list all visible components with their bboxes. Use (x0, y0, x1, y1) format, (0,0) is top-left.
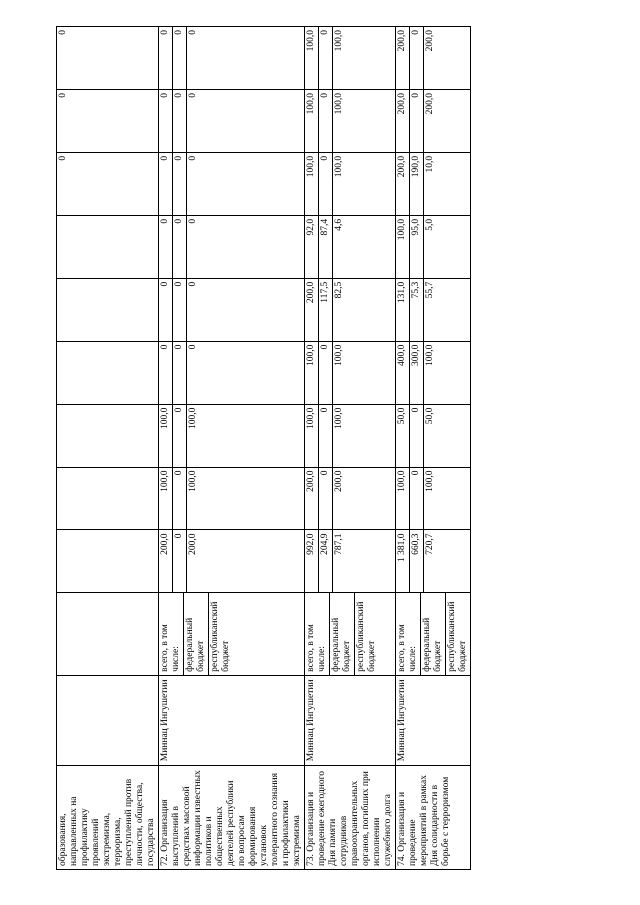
funding-label: всего, в том числе: (305, 593, 330, 674)
continued-value-cell (57, 278, 159, 341)
value: 0 (173, 216, 187, 278)
value: 0 (159, 90, 173, 152)
value: 4,6 (334, 218, 344, 231)
value-column (305, 530, 396, 593)
funding-label: республиканский бюджет (447, 601, 468, 672)
funding-label: всего, в том числе: (396, 593, 421, 674)
value: 0 (159, 27, 173, 89)
value-column (159, 341, 305, 404)
value-column (396, 152, 471, 215)
value-column (305, 89, 396, 152)
value: 0 (319, 153, 333, 215)
value-column (305, 27, 396, 90)
value: 0 (319, 90, 333, 152)
value: 0 (410, 468, 424, 530)
value: 660,3 (410, 530, 424, 592)
rotated-page (56, 26, 558, 870)
value-column (305, 152, 396, 215)
continued-value-cell (57, 467, 159, 530)
funding-label: всего, в том числе: (159, 593, 184, 674)
continued-value-cell (57, 530, 159, 593)
value: 200,0 (425, 30, 435, 52)
value: 0 (410, 405, 424, 467)
continued-executor-cell (57, 675, 159, 765)
value-column (396, 278, 471, 341)
value: 117,5 (319, 279, 333, 341)
continued-value-cell (57, 404, 159, 467)
value-column (396, 530, 471, 593)
value-column (159, 89, 305, 152)
value: 87,4 (319, 216, 333, 278)
value: 0 (188, 218, 198, 224)
value: 0 (173, 27, 187, 89)
value-column (159, 27, 305, 90)
funding-label: федеральный бюджет (421, 593, 446, 674)
value: 0 (188, 344, 198, 350)
value-column (396, 89, 471, 152)
value: 0 (58, 30, 68, 35)
value-column (396, 215, 471, 278)
value: 0 (159, 216, 173, 278)
continued-funding-cell (57, 593, 159, 675)
value: 100,0 (159, 405, 173, 467)
continued-measure-text: образования, направленных на профилактику проявлений экстремизма, терроризма, преступлений против личности, общества, государства (57, 765, 159, 869)
value: 100,0 (334, 407, 344, 429)
value: 100,0 (305, 342, 319, 404)
value: 100,0 (425, 470, 435, 492)
value-column (396, 27, 471, 90)
funding-sources (305, 593, 396, 675)
value-column (305, 467, 396, 530)
executor: Миннац Ингушетии (305, 675, 396, 765)
value: 100,0 (188, 407, 198, 429)
value: 200,0 (334, 470, 344, 492)
value-column (159, 467, 305, 530)
value: 0 (159, 153, 173, 215)
value: 0 (58, 92, 68, 98)
value: 200,0 (396, 90, 410, 152)
value: 75,3 (410, 279, 424, 341)
continued-value-cell (57, 27, 159, 90)
value: 0 (319, 27, 333, 89)
value: 0 (173, 342, 187, 404)
value: 200,0 (188, 533, 198, 555)
value: 720,7 (425, 533, 435, 555)
funding-sources (396, 593, 471, 675)
value: 400,0 (396, 342, 410, 404)
value: 0 (173, 153, 187, 215)
value-column (305, 341, 396, 404)
table-row (396, 27, 471, 870)
funding-label: республиканский бюджет (210, 601, 231, 672)
value: 100,0 (334, 92, 344, 115)
value: 100,0 (425, 344, 435, 367)
continued-value-cell (57, 89, 159, 152)
value: 0 (173, 530, 187, 592)
value: 82,5 (334, 281, 344, 299)
value: 787,1 (334, 533, 344, 555)
funding-sources (159, 593, 305, 675)
value: 50,0 (396, 405, 410, 467)
value: 0 (159, 342, 173, 404)
value: 200,0 (305, 279, 319, 341)
value: 0 (173, 90, 187, 152)
value: 200,0 (396, 153, 410, 215)
value: 200,0 (396, 27, 410, 89)
value: 100,0 (305, 27, 319, 89)
value: 300,0 (410, 342, 424, 404)
value-column (159, 278, 305, 341)
value: 131,0 (396, 279, 410, 341)
value: 0 (410, 90, 424, 152)
value: 100,0 (305, 153, 319, 215)
value: 0 (173, 468, 187, 530)
continued-value-cell (57, 215, 159, 278)
value: 0 (173, 279, 187, 341)
value: 55,7 (425, 281, 435, 299)
value-column (305, 404, 396, 467)
value-column (396, 404, 471, 467)
value: 100,0 (334, 30, 344, 52)
value: 0 (319, 468, 333, 530)
value: 0 (188, 92, 198, 98)
executor: Миннац Ингушетии (159, 675, 305, 765)
value: 100,0 (396, 216, 410, 278)
value-column (159, 152, 305, 215)
value: 100,0 (159, 468, 173, 530)
table-row (159, 27, 305, 870)
value: 200,0 (425, 92, 435, 115)
value: 100,0 (188, 470, 198, 492)
value: 50,0 (425, 407, 435, 425)
value: 100,0 (396, 468, 410, 530)
value-column (159, 404, 305, 467)
table-row (305, 27, 396, 870)
value: 200,0 (159, 530, 173, 592)
value: 0 (319, 405, 333, 467)
value-column (159, 215, 305, 278)
measure-text: 73. Организация и проведение ежегодного Дня памяти сотрудников правоохранительных органов, погибших при исполнении служебного долга (305, 765, 396, 869)
value-column (159, 530, 305, 593)
measure-text: 74. Организация и проведение мероприятий в рамках Дня солидарности в борьбе с терроризмом (396, 765, 471, 869)
funding-label: федеральный бюджет (330, 593, 355, 674)
value: 992,0 (305, 530, 319, 592)
measure-text: 72. Организация выступлений в средствах массовой информации известных политиков и общественных деятелей республики по вопросам формирования установок толерантного сознания и профилактики экстремизма (159, 765, 305, 869)
value: 1 381,0 (396, 530, 410, 592)
value: 92,0 (305, 216, 319, 278)
value: 100,0 (305, 90, 319, 152)
value: 95,0 (410, 216, 424, 278)
executor: Миннац Ингушетии (396, 675, 471, 765)
value: 0 (188, 281, 198, 287)
value: 0 (159, 279, 173, 341)
value: 0 (188, 155, 198, 161)
value: 5,0 (425, 218, 435, 231)
value-column (396, 467, 471, 530)
value-column (305, 215, 396, 278)
value: 0 (173, 405, 187, 467)
value: 10,0 (425, 155, 435, 173)
value-column (305, 278, 396, 341)
value: 100,0 (334, 155, 344, 178)
value: 0 (58, 155, 68, 161)
value: 100,0 (334, 344, 344, 367)
table-row-continuation (57, 27, 159, 870)
value: 204,9 (319, 530, 333, 592)
funding-label: республиканский бюджет (356, 601, 377, 672)
value: 0 (188, 30, 198, 35)
funding-label: федеральный бюджет (184, 593, 209, 674)
value: 0 (319, 342, 333, 404)
value-column (396, 341, 471, 404)
value: 100,0 (305, 405, 319, 467)
continued-value-cell (57, 152, 159, 215)
value: 0 (410, 27, 424, 89)
continued-value-cell (57, 341, 159, 404)
value: 200,0 (305, 468, 319, 530)
program-table (56, 26, 471, 870)
value: 190,0 (410, 153, 424, 215)
